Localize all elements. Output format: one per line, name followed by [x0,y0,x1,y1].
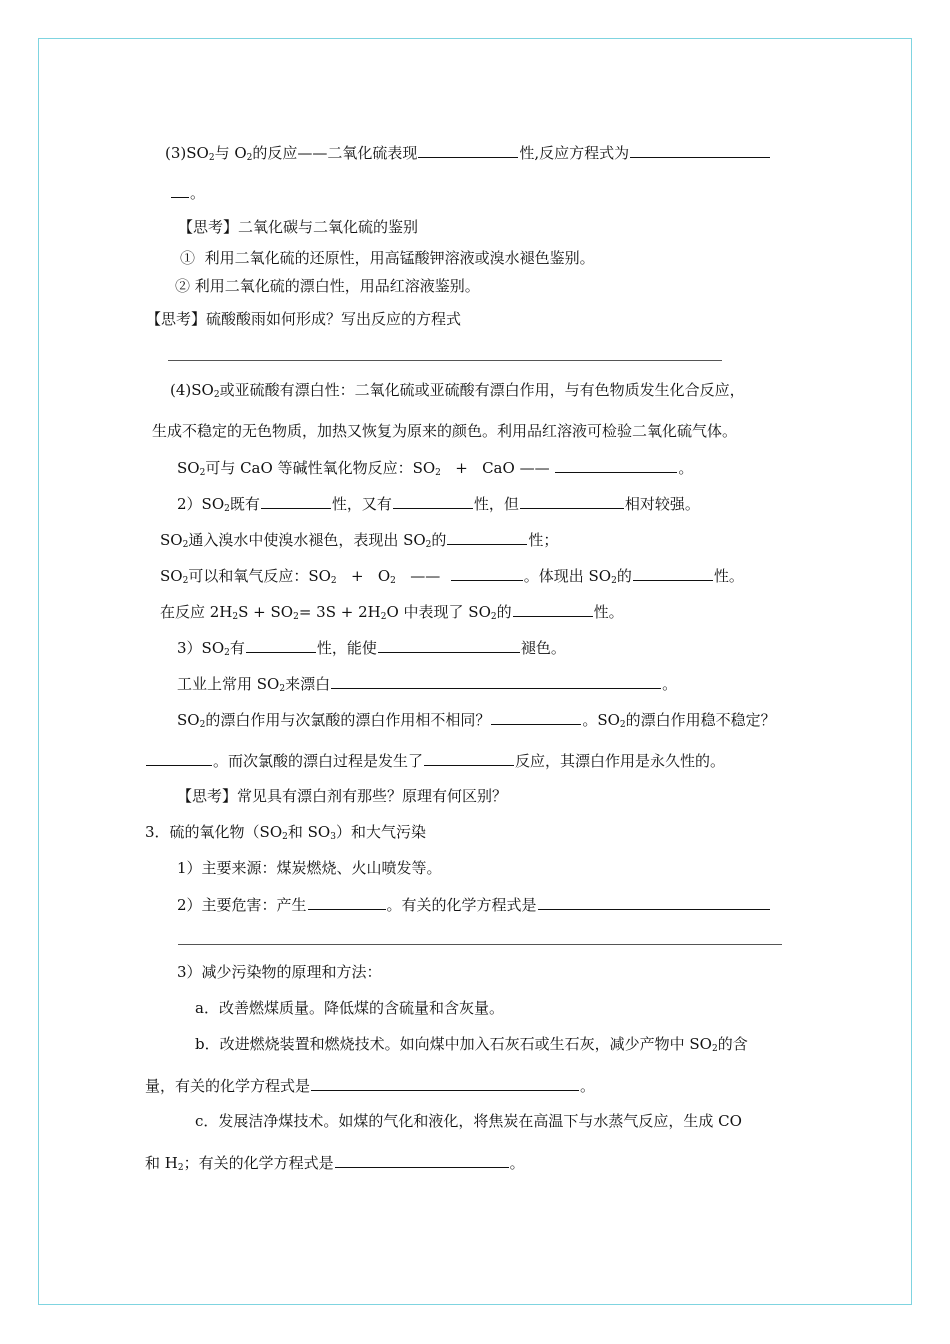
text: 有 [229,639,245,657]
blank-field[interactable] [513,601,593,617]
text: + [350,567,364,585]
text: 硫酸酸雨如何形成？写出反应的方程式 [206,310,462,328]
text: (4)SO [170,381,214,399]
blank-field[interactable] [331,673,661,689]
text-line-bleaching [170,380,745,405]
subscript: 2 [330,576,337,586]
text: CaO [482,459,515,477]
think-bracket: 【思考】 [178,218,239,236]
blank-field[interactable] [308,894,386,910]
subscript: 2 [246,153,253,163]
text: 性，能使 [316,639,377,657]
text: 3）SO [177,639,225,657]
item-number: ① [180,249,196,267]
text: 性。 [713,567,744,585]
subscript: 2 [199,468,206,478]
text: (3)SO [165,144,209,162]
text: 。 [509,1154,525,1172]
text: 工业上常用 SO [177,675,280,693]
text: SO [160,567,183,585]
text-line-compare-hclo [177,709,776,735]
text: 的 [616,567,632,585]
text: 2）SO [177,495,225,513]
subscript: 2 [390,576,396,586]
blank-field[interactable] [447,529,527,545]
text: 和 H [145,1154,178,1172]
text: 或亚硫酸有漂白性：二氧化硫或亚硫酸有漂白作用，与有色物质发生化合反应， [219,381,745,399]
blank-field[interactable] [171,182,189,198]
blank-field[interactable] [418,142,518,158]
text: + [455,459,468,477]
text: 常见具有漂白剂有那些？原理有何区别？ [237,787,508,805]
text: SO [177,459,200,477]
text: 。有关的化学方程式是 [386,896,537,914]
text: 的含 [717,1035,748,1053]
text: O [377,567,391,585]
text-line-bromine [160,529,558,555]
answer-line[interactable] [178,944,782,945]
think-heading-co2-so2 [178,217,418,237]
subscript: 2 [490,612,497,622]
text: 3）减少污染物的原理和方法： [177,963,382,981]
answer-line[interactable] [168,360,722,361]
text: 2）主要危害：产生 [177,896,307,914]
subscript: 2 [224,504,230,514]
subscript: 2 [282,832,288,842]
text: 的漂白作用与次氯酸的漂白作用相不相同？ [205,711,491,729]
blank-field[interactable] [146,750,212,766]
text-line-method-c [195,1111,742,1131]
text: b．改进燃烧装置和燃烧技术。如向煤中加入石灰石或生石灰，减少产物中 SO [195,1035,712,1053]
list-item [180,248,595,268]
text: 1）主要来源：煤炭燃烧、火山喷发等。 [177,859,442,877]
text: 褪色。 [520,639,566,657]
text: 相对较强。 [624,495,700,513]
subscript: 2 [380,612,387,622]
text: S + SO [238,603,294,621]
subscript: 2 [279,684,286,694]
blank-field[interactable] [633,565,713,581]
text: 。 [662,675,678,693]
subscript: 2 [232,612,239,622]
text: 性。 [593,603,624,621]
text-line-cao [177,457,693,483]
text: 。而次氯酸的漂白过程是发生了 [213,752,424,770]
text: 。体现出 SO [523,567,612,585]
text: c．发展洁净煤技术。如煤的气化和液化，将焦炭在高温下与水蒸气反应，生成 CO [195,1112,742,1130]
text: —— [410,567,441,585]
blank-field[interactable] [555,457,677,473]
subscript: 2 [611,576,617,586]
blank-field[interactable] [378,637,520,653]
text-line-oxygen [160,565,744,591]
text: SO [177,711,200,729]
text: SO [160,531,183,549]
text: 利用二氧化硫的漂白性，用品红溶液鉴别。 [194,277,480,295]
text: 生成不稳定的无色物质，加热又恢复为原来的颜色。利用品红溶液可检验二氧化硫气体。 [152,422,738,440]
text: O 中表现了 SO [386,603,491,621]
subscript: 2 [293,612,299,622]
blank-field[interactable] [630,142,770,158]
think-bracket: 【思考】 [177,787,238,805]
text: ；有关的化学方程式是 [183,1154,334,1172]
text: ）和大气污染 [335,823,426,841]
text-line-both-properties [177,493,700,519]
text: 的 [431,531,447,549]
text: 可以和氧气反应：SO [188,567,331,585]
text-line-method-b [195,1034,748,1059]
text-line-method-b-cont [145,1075,595,1096]
text: 。 [190,184,206,202]
text: 二氧化碳与二氧化硫的鉴别 [238,218,419,236]
subscript: 2 [425,540,432,550]
text-line-method-c-cont [145,1152,525,1178]
text: 性，但 [473,495,519,513]
text: 量，有关的化学方程式是 [145,1077,311,1095]
text: a．改善燃煤质量。降低煤的含硫量和含灰量。 [195,999,504,1017]
blank-field[interactable] [538,894,770,910]
blank-field[interactable] [424,750,514,766]
subscript: 2 [182,576,189,586]
text: 可与 CaO 等碱性氧化物反应：SO [205,459,436,477]
text: 反应，其漂白作用是永久性的。 [515,752,726,770]
text: 利用二氧化硫的还原性，用高锰酸钾溶液或溴水褪色鉴别。 [204,249,595,267]
text-line-h2s [160,601,624,627]
subscript: 2 [199,720,206,730]
blank-field[interactable] [335,1152,509,1168]
text: 和 SO [287,823,331,841]
text-line-compare-hclo-cont [145,750,725,771]
text-line-bleach-property [177,637,566,663]
think-bracket: 【思考】 [146,310,207,328]
subscript: 2 [435,468,441,478]
subscript: 2 [213,390,220,400]
subscript: 3 [330,832,336,842]
text: 通入溴水中使溴水褪色，表现出 SO [188,531,426,549]
text: 来漂白 [285,675,331,693]
text-line-bleaching-cont [152,421,737,441]
blank-field[interactable] [491,709,581,725]
text: 的反应——二氧化硫表现 [252,144,418,162]
text: 性； [528,531,559,549]
subscript: 2 [177,1163,184,1173]
text-line-method-a [195,998,504,1018]
text: —— [519,459,550,477]
blank-field[interactable] [246,637,316,653]
text: 。SO [582,711,620,729]
text: 在反应 2H [160,603,233,621]
text-line-harm [177,894,771,915]
subscript: 2 [224,648,230,658]
subscript: 2 [182,540,189,550]
text: 的漂白作用稳不稳定？ [625,711,776,729]
list-item [175,276,480,296]
section-heading-3 [145,822,426,847]
text-line-reduce [177,962,382,982]
item-number: ② [175,277,191,295]
text: 。 [580,1077,596,1095]
subscript: 2 [208,153,215,163]
blank-field[interactable] [311,1075,579,1091]
text: 。 [678,459,694,477]
text: = 3S + 2H [298,603,381,621]
think-heading-acid-rain [146,309,461,329]
text: 性,反应方程式为 [519,144,630,162]
blank-field[interactable] [261,493,331,509]
text: 既有 [229,495,260,513]
text: 3．硫的氧化物（SO [145,823,283,841]
subscript: 2 [711,1044,718,1054]
blank-field[interactable] [520,493,624,509]
text: 的 [496,603,512,621]
blank-field[interactable] [393,493,473,509]
text: 与 O [214,144,247,162]
text: 性，又有 [331,495,392,513]
blank-field[interactable] [451,565,523,581]
text-line-so2-o2-reaction [165,142,771,168]
text-line-industry [177,673,677,699]
subscript: 2 [619,720,626,730]
text-line-sources [177,858,442,878]
think-heading-bleach-agents [177,786,507,806]
text-line-continuation [170,182,205,203]
